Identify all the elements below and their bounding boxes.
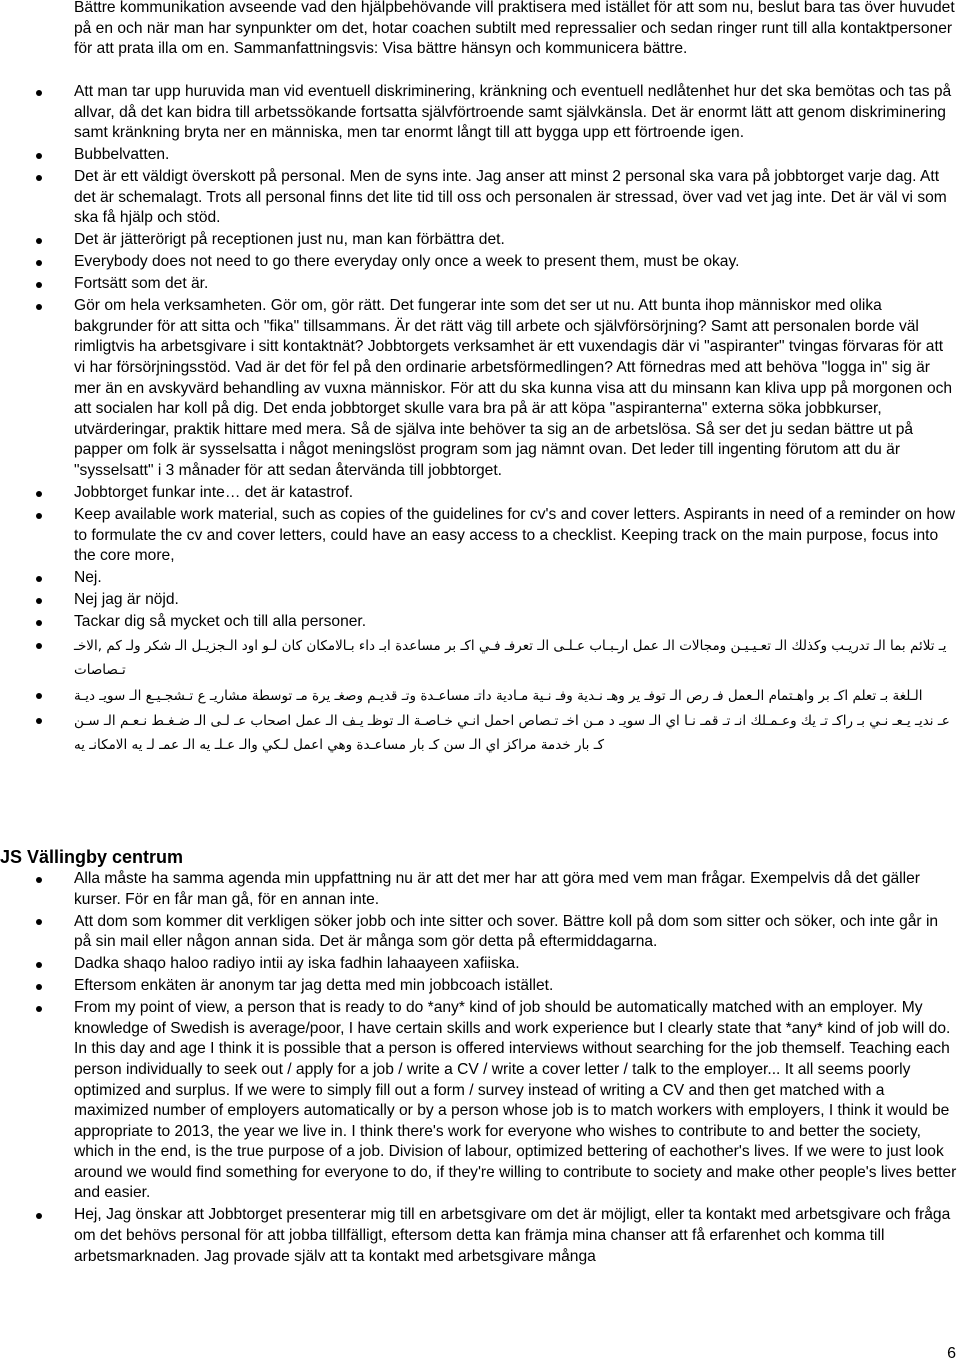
list-item [0,252,960,273]
bullet-icon [36,1213,42,1219]
list-item-text: Keep available work material, such as copies of the guidelines for cv's and cover letters. Aspirants in need of a reminder on how to formulate the cv and cover letters, could have an easy access to a checklist. Keeping track on the main purpose, focus into the core more, [74,506,956,565]
list-item-text: الـلغة بـ تعلم اكـ بر واهـتمام الـعمل فـ رص الـ توفـ ير وهـ نـدية وفـ نـية مـادية داتـ مساعـدة وتـ قديـم وصغـ يرة مـ توسطة مشاريـ ع تـشجـيـع الـ سويـ ديـة [74,687,923,704]
bullet-icon [36,153,42,159]
bullet-icon [36,513,42,519]
list-item-text: Everybody does not need to go there everyday only once a week to present them, must be okay. [74,253,740,271]
list-item [0,1205,960,1267]
bullet-icon [36,90,42,96]
list-item [0,590,960,611]
list-item [0,568,960,589]
list-item [0,167,960,229]
bullet-icon [36,962,42,968]
section-heading: JS Vällingby centrum [0,847,184,867]
bullet-icon [36,643,42,649]
response-list [0,869,960,1269]
list-item [0,296,960,481]
list-item-text: يـ تلائم بما الـ تدريـب وكذلك الـ تعـيـيـن ومجالات الـ عمل ارـبـاب عـلـى الـ تعرفـ فـي اكـ بر مساعدة ابـ داء بـالامكان كان لـو اود الـجزيـل الـ شكر ولـ كم ,الاخـ تـصاصات [74,638,947,679]
bullet-icon [36,620,42,626]
bullet-icon [36,984,42,990]
bullet-icon [36,693,42,699]
list-item-text: Bubbelvatten. [74,146,170,164]
list-item-text: Hej, Jag önskar att Jobbtorget presenterar mig till en arbetsgivare om det är möjligt, eller ta kontakt med arbetsgivare och fråga om det behövs personal för att jobba tillfälligt, eftersom detta kan främja mina chanser att få erfarenhet och komma till arbetsmarknaden. Jag provade själv att ta kontakt med arbetsgivare många [74,1206,951,1265]
page-number: 6 [947,1345,956,1362]
list-item-text: Det är ett väldigt överskott på personal. Men de syns inte. Jag anser att minst 2 personal ska vara på jobbtorget varje dag. Att det är schemalagt. Trots all personal finns det lite tid till oss och personalen är stressad, över vad vet jag inte. Det är väl vi som ska få hjälp och stöd. [74,168,947,227]
response-list [0,82,960,758]
bullet-icon [36,282,42,288]
list-item-text: Nej jag är nöjd. [74,591,179,609]
list-item-text: عـ نديـ يـعـ نـي بـ راكـ تـ يك وعـمـلك انـ تـ قمـ نـا اي الـ سويـ د مـن اخـ تـصاص احمل انـي خـاصـة الـ توظـ يـف الـ عمل اصحاب عـ لـى الـ ضـغـط نـعـم الـ سـن كـ بار خدمة مراكز اي الـ سن كـ بار مساعـدة وهي اعمل لـكي والـ عـلـ يه الـ عمـ لـ يه الامكانـ يه [74,712,950,753]
list-item-text: Jobbtorget funkar inte… det är katastrof. [74,484,354,502]
bullet-icon [36,598,42,604]
list-item [0,230,960,251]
list-item-text: Att man tar upp huruvida man vid eventuell diskriminering, kränkning och eventuell nedlåtenhet hur det ska bemötas och tas på allvar, då det kan bidra till arbetssökande fortsatta självförtroende samt självkänsla. Det är enormt lätt att genom diskriminering samt kränkning bryta ner en människa, men tar enormt långt till att bygga upp ett förtroende igen. [74,83,952,142]
bullet-icon [36,238,42,244]
bullet-icon [36,491,42,497]
list-item-text: Gör om hela verksamheten. Gör om, gör rätt. Det fungerar inte som det ser ut nu. Att bunta ihop människor med olika bakgrunder för att sitta och "fika" tillsammans. Är det rätt väg till arbete och självförsörjning? Samt att personalen borde väl rimligtvis ha arbetsgivare i sitt kontaktnät? Jobbtorgets verksamhet är ett vuxendagis där vi "aspiranter" tvingas förvaras för att vi har försörjningsstöd. Vad är det för fel på den ordinarie arbetsförmedlingen? Att förnedras med att behöva "logga in" sig är mer än en avskyvärd behandling av vuxna människor. För att du ska kunna visa att du minsann kan kliva upp på morgonen och att socialen har koll på dig. Det enda jobbtorget skulle vara bra på är att köpa "aspiranterna" externa söka jobbkurser, utvärderingar, praktik hittare med mera. Så de själva inte behöver ta sig an de arbetslösa. Så ser det ju sedan bättre ut på papper om folk är sysselsatta i något meningslöst program som jag nämnt ovan. Det leder till ingenting förutom att du är "sysselsatt" i 3 månader för att sedan återvända till jobbtorget. [74,297,953,480]
lead-paragraph: Bättre kommunikation avseende vad den hjälpbehövande vill praktisera med istället för att som nu, beslut bara tas över huvudet på en och när man har synpunkter om det, hotar coachen subtilt med repressalier och sedan ringer runt till alla kontaktpersoner för att prata illa om en. Sammanfattningsvis: Visa bättre hänsyn och kommunicera bättre. [74,0,955,58]
bullet-icon [36,260,42,266]
list-item-text: Fortsätt som det är. [74,275,209,293]
list-item-text: Att dom som kommer dit verkligen söker jobb och inte sitter och sover. Bättre koll på dom som sitter och söker, och inte går in på sin mail eller någon annan sida. Det är många som gör detta på eftermiddagarna. [74,912,939,951]
list-item [0,709,960,757]
bullet-icon [36,576,42,582]
list-item [0,954,960,975]
list-item [0,634,960,682]
list-item [0,684,960,708]
bullet-icon [36,175,42,181]
list-item [0,612,960,633]
list-item [0,998,960,1204]
list-item [0,145,960,166]
bullet-icon [36,304,42,310]
bullet-icon [36,1006,42,1012]
list-item-text: Alla måste ha samma agenda min uppfattning nu är att det mer har att göra med vem man frågar. Exempelvis då det gäller kurser. För en får man gå, för en annan inte. [74,870,920,908]
list-item-text: Nej. [74,569,102,587]
bullet-icon [36,718,42,724]
bullet-icon [36,877,42,883]
list-item-text: Eftersom enkäten är anonym tar jag detta med min jobbcoach istället. [74,977,554,995]
list-item [0,912,960,953]
list-item [0,976,960,997]
list-item-text: Tackar dig så mycket och till alla personer. [74,613,367,631]
list-item [0,82,960,144]
list-item [0,505,960,567]
list-item [0,274,960,295]
list-item [0,483,960,504]
bullet-icon [36,919,42,925]
list-item [0,869,960,910]
list-item-text: From my point of view, a person that is ready to do *any* kind of job should be automatically matched with an employer. My knowledge of Swedish is average/poor, I have certain skills and work experience but I clearly state that *any* kind of job will do. In this day and age I think it is possible that a person is offered interviews without searching for the job themself. Teaching each person individually to seek out / apply for a job / write a CV / write a cover letter / talk to the employer... It all seems poorly optimized and surplus. If we were to simply fill out a form / survey instead of writing a CV and then get matched with a maximized number of employers automatically or by a person whose job is to match workers with employers, I think it would be appropriate to 2013, the year we live in. I think there's work for everyone who wishes to contribute to and better the society, which in the end, is the true purpose of a job. Division of labour, optimized bettering of eachother's lives. If we were to just look around we would find something for everyone to do, if they're willing to contribute to society and make other people's lives better and easier. [74,999,957,1202]
list-item-text: Dadka shaqo haloo radiyo intii ay iska fadhin lahaayeen xafiiska. [74,955,520,973]
list-item-text: Det är jätterörigt på receptionen just nu, man kan förbättra det. [74,231,505,249]
